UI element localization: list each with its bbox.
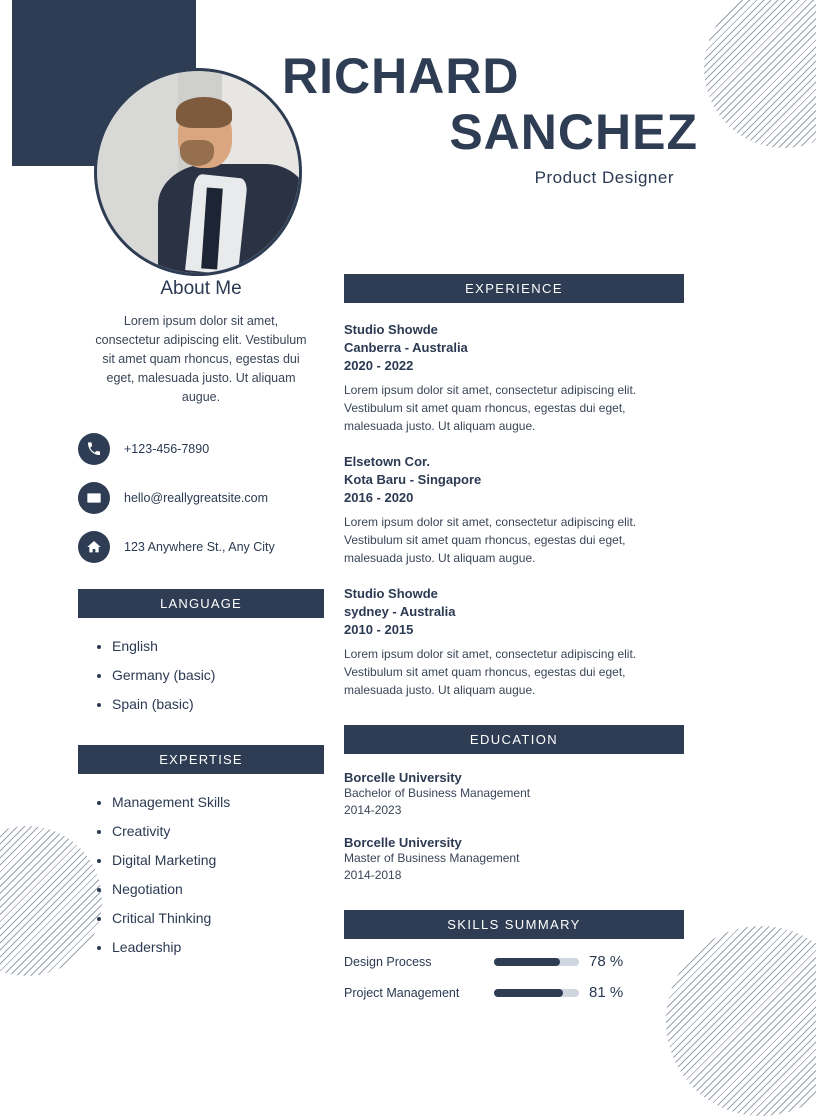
- list-item: • Negotiation: [112, 875, 324, 904]
- skill-percent: 81 %: [589, 984, 624, 1001]
- decorative-hatched-circle-bottom-right: [666, 926, 816, 1116]
- contact-list: [78, 433, 324, 563]
- list-item: • English: [112, 632, 324, 661]
- experience-entry: [344, 453, 684, 567]
- skill-row: [344, 953, 684, 970]
- section-header-experience: EXPERIENCE: [344, 274, 684, 303]
- email-icon: [78, 482, 110, 514]
- contact-email-text: hello@reallygreatsite.com: [124, 491, 269, 505]
- contact-email-row[interactable]: [78, 482, 324, 514]
- experience-company: Elsetown Cor.: [344, 454, 430, 469]
- left-column: [78, 278, 324, 962]
- avatar-photo: [97, 71, 299, 273]
- education-degree: Master of Business Management: [344, 851, 520, 865]
- about-text: Lorem ipsum dolor sit amet, consectetur adipiscing elit. Vestibulum sit amet quam rhoncus, egestas dui eget, malesuada justo. Ut aliquam augue.: [95, 314, 307, 404]
- skill-row: [344, 984, 684, 1001]
- skill-progress-fill: [494, 958, 560, 966]
- experience-description: Lorem ipsum dolor sit amet, consectetur adipiscing elit. Vestibulum sit amet quam rhoncus, egestas dui eget, malesuada justo. Ut aliquam augue.: [344, 647, 637, 697]
- language-list: [78, 632, 324, 719]
- experience-place: Canberra - Australia: [344, 340, 468, 355]
- list-item: • Spain (basic): [112, 690, 324, 719]
- education-years: 2014-2023: [344, 803, 402, 817]
- experience-years: 2016 - 2020: [344, 490, 414, 505]
- skill-progress-fill: [494, 989, 563, 997]
- education-entry: [344, 835, 684, 884]
- right-column: [344, 274, 684, 1001]
- skill-label: Design Process: [344, 954, 432, 969]
- list-item: • Leadership: [112, 933, 324, 962]
- contact-phone-text: +123-456-7890: [124, 442, 210, 456]
- experience-company: Studio Showde: [344, 322, 438, 337]
- contact-address-row[interactable]: [78, 531, 324, 563]
- education-entry: [344, 770, 684, 819]
- experience-place: Kota Baru - Singapore: [344, 472, 482, 487]
- list-item: • Germany (basic): [112, 661, 324, 690]
- education-school: Borcelle University: [344, 835, 462, 850]
- skill-progress-track: [494, 989, 579, 997]
- education-school: Borcelle University: [344, 770, 462, 785]
- expertise-list: [78, 788, 324, 962]
- list-item: • Management Skills: [112, 788, 324, 817]
- skill-percent: 78 %: [589, 953, 624, 970]
- page-title: [278, 48, 698, 188]
- contact-address-text: 123 Anywhere St., Any City: [124, 540, 275, 554]
- list-item: • Creativity: [112, 817, 324, 846]
- phone-icon: [78, 433, 110, 465]
- first-name: RICHARD: [282, 48, 520, 104]
- section-header-skills-summary: SKILLS SUMMARY: [344, 910, 684, 939]
- experience-entry: [344, 585, 684, 699]
- skill-progress-track: [494, 958, 579, 966]
- experience-place: sydney - Australia: [344, 604, 456, 619]
- education-degree: Bachelor of Business Management: [344, 786, 531, 800]
- resume-header: [0, 0, 816, 260]
- list-item: • Critical Thinking: [112, 904, 324, 933]
- avatar: [94, 68, 302, 276]
- list-item: • Digital Marketing: [112, 846, 324, 875]
- contact-phone-row[interactable]: [78, 433, 324, 465]
- about-heading: About Me: [160, 278, 242, 299]
- job-title: Product Designer: [534, 168, 674, 187]
- last-name: SANCHEZ: [449, 104, 698, 160]
- education-years: 2014-2018: [344, 868, 402, 882]
- section-header-language: LANGUAGE: [78, 589, 324, 618]
- home-icon: [78, 531, 110, 563]
- experience-description: Lorem ipsum dolor sit amet, consectetur adipiscing elit. Vestibulum sit amet quam rhoncus, egestas dui eget, malesuada justo. Ut aliquam augue.: [344, 515, 637, 565]
- experience-company: Studio Showde: [344, 586, 438, 601]
- experience-years: 2020 - 2022: [344, 358, 414, 373]
- section-header-education: EDUCATION: [344, 725, 684, 754]
- experience-entry: [344, 321, 684, 435]
- experience-description: Lorem ipsum dolor sit amet, consectetur adipiscing elit. Vestibulum sit amet quam rhoncus, egestas dui eget, malesuada justo. Ut aliquam augue.: [344, 383, 637, 433]
- experience-years: 2010 - 2015: [344, 622, 414, 637]
- section-header-expertise: EXPERTISE: [78, 745, 324, 774]
- skill-label: Project Management: [344, 985, 460, 1000]
